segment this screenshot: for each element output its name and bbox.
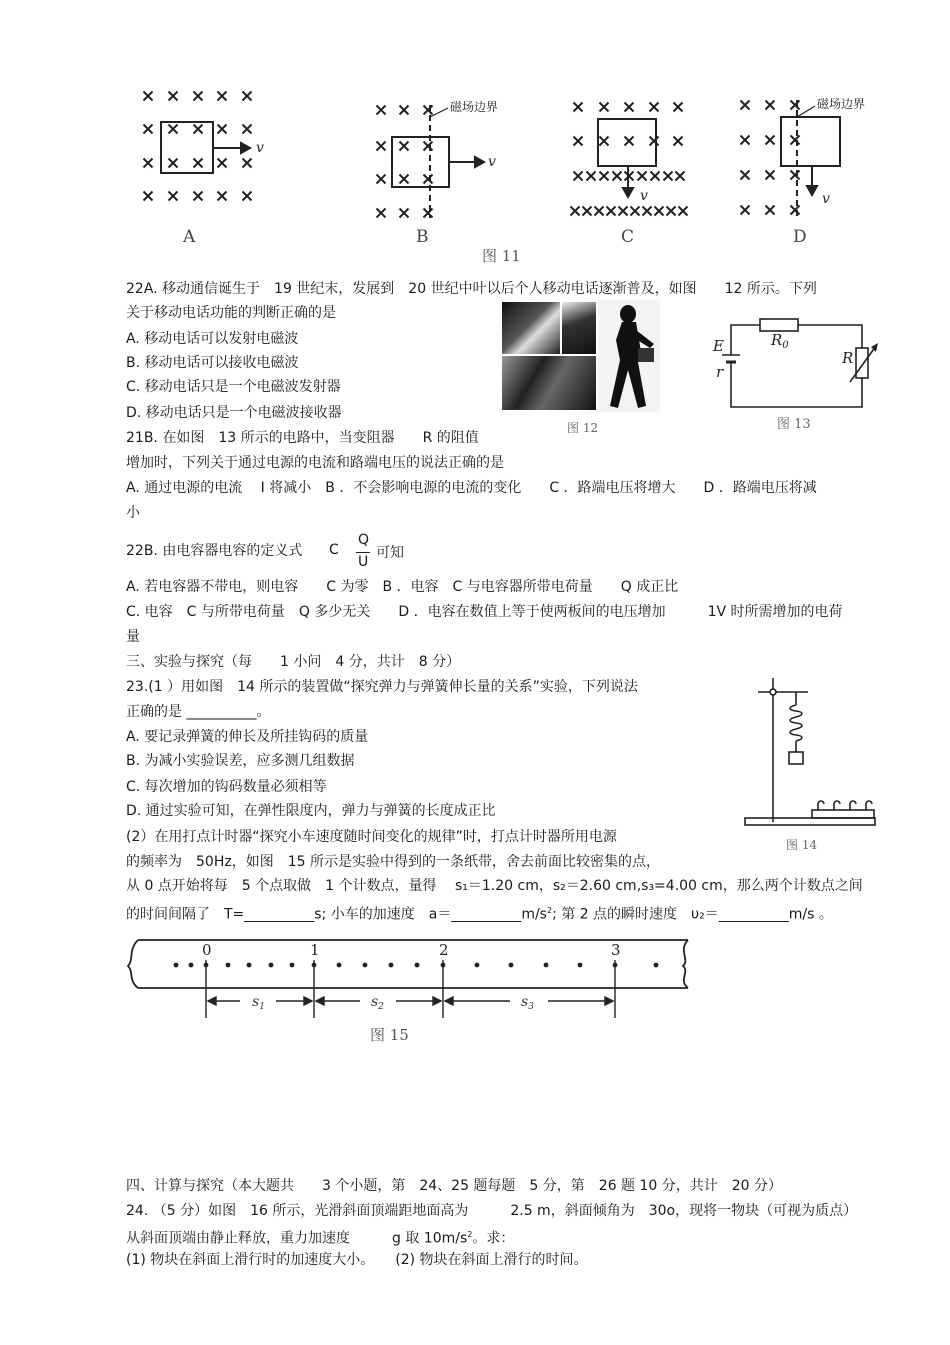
q21b-options-wrap: 小 <box>126 505 140 521</box>
q22a-stem-line2: 关于移动电话功能的判断正确的是 <box>126 305 336 321</box>
segment-s2: $s_2$ <box>371 994 384 1012</box>
q22a-option-d: D. 移动电话只是一个电磁波接收器 <box>126 405 342 421</box>
q22a-option-b: B. 移动电话可以接收电磁波 <box>126 355 299 371</box>
q24-line2: 从斜面顶端由静止释放，重力加速度 g 取 $10m/s^2$。求： <box>126 1230 515 1247</box>
tape-dot <box>475 963 480 968</box>
tape-dot <box>578 963 583 968</box>
tape-dots <box>174 963 659 968</box>
section-3-title: 三、实验与探究（每 1 小问 4 分，共计 8 分） <box>126 654 461 670</box>
count-mark-1: 1 <box>310 941 320 959</box>
label-internal-r: r <box>716 363 724 381</box>
velocity-label-d: v <box>822 191 830 207</box>
segment-s3: $s_3$ <box>521 994 534 1012</box>
tape-left-edge <box>128 940 138 988</box>
q23-option-a: A. 要记录弹簧的伸长及所挂钩码的质量 <box>126 729 369 745</box>
q23-stem-line2: 正确的是 __________。 <box>126 704 271 720</box>
tape-dot <box>247 963 252 968</box>
panel-label-b: B <box>416 227 429 247</box>
count-mark-0: 0 <box>202 941 212 959</box>
figure-14-caption: 图 14 <box>786 838 818 852</box>
q22b-options-line3: 量 <box>126 629 140 645</box>
q23-part2-line3: 从 0 点开始将每 5 个点取做 1 个计数点，量得 s₁＝1.20 cm，s₂＝2.60 cm,s₃=4.00 cm，那么两个计数点之间 <box>126 878 863 894</box>
q21b-stem-line2: 增加时，下列关于通过电源的电流和路端电压的说法正确的是 <box>126 455 504 471</box>
count-mark-2: 2 <box>439 941 449 959</box>
tape-dot <box>226 963 231 968</box>
tape-dot <box>363 963 368 968</box>
q23-part2-line4: 的时间间隔了 T=__________s; 小车的加速度 $a=\_\_\_\_\_\_\_\_\_\_m/s^2$; 第 2 点的瞬时速度 υ₂＝__________m/s 。 <box>126 906 833 923</box>
q23-option-d: D. 通过实验可知，在弹性限度内，弹力与弹簧的长度成正比 <box>126 803 496 819</box>
panel-label-d: D <box>793 227 807 247</box>
count-mark-3: 3 <box>611 941 621 959</box>
tape-right-edge <box>683 940 688 988</box>
q22b-options-line2: C. 电容 C 与所带电荷量 Q 多少无关 D ．电容在数值上等于使两板间的电压增加 1V 时所需增加的电荷 <box>126 604 843 620</box>
velocity-label-c: v <box>640 188 648 204</box>
segment-s1: $s_1$ <box>252 994 265 1012</box>
tape-dot <box>337 963 342 968</box>
figure-11-caption: 图 11 <box>482 247 521 265</box>
tape-dot <box>290 963 295 968</box>
tape-dot <box>654 963 659 968</box>
panel-label-a: A <box>183 227 196 247</box>
q21b-stem-line1: 21B. 在如图 13 所示的电路中，当变阻器 R 的阻值 <box>126 430 479 446</box>
boundary-label-b: 磁场边界 <box>450 100 499 114</box>
boundary-label-d: 磁场边界 <box>817 97 866 111</box>
q22a-stem-line1: 22A. 移动通信诞生于 19 世纪末，发展到 20 世纪中叶以后个人移动电话逐渐普及，如图 12 所示。下列 <box>126 281 817 297</box>
tape-dot <box>415 963 420 968</box>
label-r0: $R_0$ <box>771 331 789 351</box>
figure-15-caption: 图 15 <box>370 1026 409 1044</box>
tape-dot <box>174 963 179 968</box>
q22b-stem: 22B. 由电容器电容的定义式 <box>126 543 303 559</box>
q22a-option-a: A. 移动电话可以发射电磁波 <box>126 331 299 347</box>
figure-12-caption: 图 12 <box>567 421 599 435</box>
velocity-label-a: v <box>256 140 264 156</box>
q23-part2-line1: (2）在用打点计时器“探究小车速度随时间变化的规律”时，打点计时器所用电源 <box>126 829 617 845</box>
q23-part2-line2: 的频率为 50Hz，如图 15 所示是实验中得到的一条纸带，舍去前面比较密集的点， <box>126 854 660 870</box>
tape-dot <box>509 963 514 968</box>
q23-stem-line1: 23.(1 ）用如图 14 所示的装置做“探究弹力与弹簧伸长量的关系”实验，下列说法 <box>126 679 638 695</box>
velocity-label-b: v <box>488 154 496 170</box>
q24-line3: (1) 物块在斜面上滑行时的加速度大小。 (2) 物块在斜面上滑行的时间。 <box>126 1252 588 1268</box>
panel-label-c: C <box>621 227 635 247</box>
q21b-options: A. 通过电源的电流 I 将减小 B ．不会影响电源的电流的变化 C ．路端电压将增大 D ．路端电压将减 <box>126 480 817 496</box>
q23-option-b: B. 为减小实验误差，应多测几组数据 <box>126 753 355 769</box>
tape-dot <box>544 963 549 968</box>
tape-dot <box>269 963 274 968</box>
q23-option-c: C. 每次增加的钩码数量必须相等 <box>126 779 327 795</box>
q22b-options-line1: A. 若电容器不带电，则电容 C 为零 B ．电容 C 与电容器所带电荷量 Q 成正比 <box>126 579 679 595</box>
q22a-option-c: C. 移动电话只是一个电磁波发射器 <box>126 379 341 395</box>
capacitance-formula: C Q U 可知 <box>329 532 404 570</box>
section-4-title: 四、计算与探究（本大题共 3 个小题，第 24、25 题每题 5 分，第 26 题 10 分，共计 20 分） <box>126 1178 783 1194</box>
tape-dot <box>189 963 194 968</box>
label-emf: E <box>713 337 724 355</box>
label-variable-r: R <box>842 349 854 367</box>
figure-13-caption: 图 13 <box>777 417 811 432</box>
q24-line1: 24. （5 分）如图 16 所示，光滑斜面顶端距地面高为 2.5 m，斜面倾角为 30o，现将一物块（可视为质点） <box>126 1203 858 1219</box>
tape-dot <box>389 963 394 968</box>
